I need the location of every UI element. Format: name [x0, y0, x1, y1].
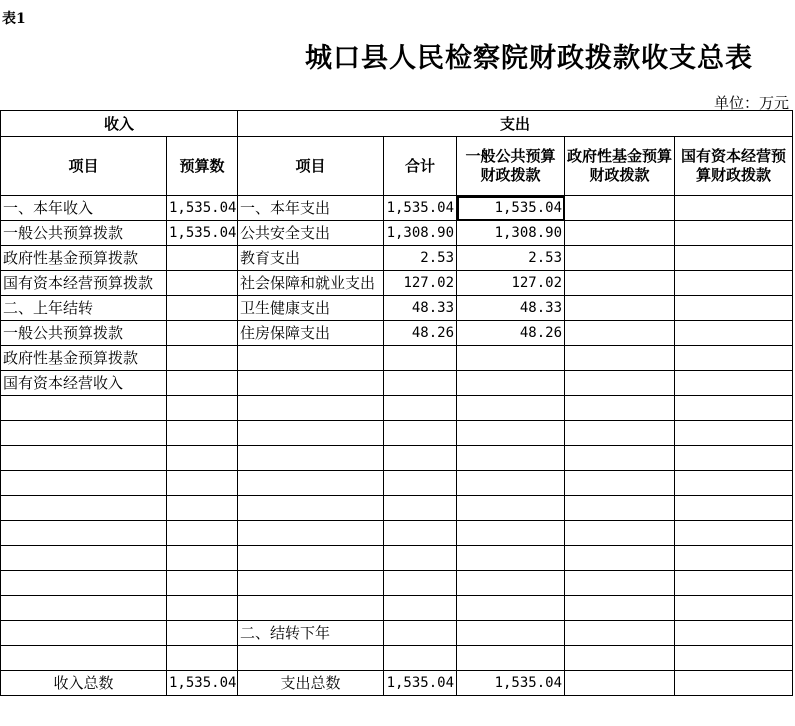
expense-state-capital-cell[interactable] — [675, 546, 793, 571]
income-item-cell[interactable]: 国有资本经营收入 — [1, 371, 167, 396]
table-row — [1, 246, 793, 271]
expense-total-cell[interactable] — [384, 621, 457, 646]
income-total-value[interactable]: 1,535.04 — [167, 671, 238, 696]
expense-gov-fund-cell[interactable] — [565, 196, 675, 221]
expense-total-cell[interactable]: 48.33 — [384, 296, 457, 321]
expense-general-cell[interactable] — [457, 596, 565, 621]
expense-general-cell[interactable] — [457, 546, 565, 571]
income-budget-cell[interactable] — [167, 496, 238, 521]
expense-state-capital-cell[interactable] — [675, 471, 793, 496]
col-header-state-capital[interactable]: 国有资本经营预算财政拨款 — [675, 137, 793, 196]
expense-state-capital-cell[interactable] — [675, 646, 793, 671]
expense-total-cell[interactable]: 1,535.04 — [384, 196, 457, 221]
expense-general-cell[interactable] — [457, 521, 565, 546]
expense-general-cell[interactable] — [457, 396, 565, 421]
col-header-gov-fund[interactable]: 政府性基金预算财政拨款 — [565, 137, 675, 196]
income-item-cell[interactable] — [1, 496, 167, 521]
income-item-cell[interactable] — [1, 646, 167, 671]
totals-row — [1, 671, 793, 696]
expense-gov-fund-cell[interactable] — [565, 296, 675, 321]
expense-general-cell[interactable]: 127.02 — [457, 271, 565, 296]
expense-state-capital-cell[interactable] — [675, 446, 793, 471]
expense-gov-fund-cell[interactable] — [565, 246, 675, 271]
expense-state-capital-cell[interactable] — [675, 321, 793, 346]
income-budget-cell[interactable] — [167, 571, 238, 596]
expense-general-cell[interactable] — [457, 571, 565, 596]
income-budget-cell[interactable] — [167, 471, 238, 496]
expense-total-value[interactable]: 1,535.04 — [384, 671, 457, 696]
expense-general-cell[interactable] — [457, 446, 565, 471]
expense-total-cell[interactable] — [384, 371, 457, 396]
budget-summary-table — [0, 110, 793, 696]
expense-state-capital-cell[interactable] — [675, 571, 793, 596]
expense-item-cell[interactable]: 卫生健康支出 — [238, 296, 384, 321]
expense-general-cell[interactable]: 2.53 — [457, 246, 565, 271]
expense-item-cell[interactable]: 社会保障和就业支出 — [238, 271, 384, 296]
income-budget-cell[interactable] — [167, 321, 238, 346]
income-item-cell[interactable] — [1, 446, 167, 471]
expense-item-cell[interactable] — [238, 421, 384, 446]
table-row — [1, 646, 793, 671]
expense-gov-fund-cell[interactable] — [565, 496, 675, 521]
expense-item-cell[interactable] — [238, 496, 384, 521]
income-header[interactable]: 收入 — [1, 111, 238, 137]
expense-gov-fund-cell[interactable] — [565, 571, 675, 596]
expense-total-label[interactable]: 支出总数 — [238, 671, 384, 696]
expense-gov-fund-cell[interactable] — [565, 621, 675, 646]
expense-gov-fund-cell[interactable] — [565, 346, 675, 371]
income-budget-cell[interactable] — [167, 346, 238, 371]
expense-state-capital-cell[interactable] — [675, 421, 793, 446]
income-item-cell[interactable]: 国有资本经营预算拨款 — [1, 271, 167, 296]
expense-gov-fund-cell[interactable] — [565, 471, 675, 496]
income-total-label[interactable]: 收入总数 — [1, 671, 167, 696]
expense-state-capital-cell[interactable] — [675, 596, 793, 621]
expense-state-capital-cell[interactable] — [675, 296, 793, 321]
income-budget-cell[interactable]: 1,535.04 — [167, 196, 238, 221]
income-budget-cell[interactable] — [167, 246, 238, 271]
expense-item-cell[interactable] — [238, 521, 384, 546]
table-row — [1, 421, 793, 446]
table-row — [1, 471, 793, 496]
expense-general-cell[interactable]: 48.26 — [457, 321, 565, 346]
income-budget-cell[interactable] — [167, 446, 238, 471]
expense-total-cell[interactable] — [384, 571, 457, 596]
expense-gov-fund-cell[interactable] — [565, 221, 675, 246]
table-row — [1, 271, 793, 296]
expense-item-cell[interactable] — [238, 396, 384, 421]
expense-gov-fund-total[interactable] — [565, 671, 675, 696]
income-budget-cell[interactable] — [167, 421, 238, 446]
expense-gov-fund-cell[interactable] — [565, 321, 675, 346]
income-budget-cell[interactable]: 1,535.04 — [167, 221, 238, 246]
expense-total-cell[interactable] — [384, 546, 457, 571]
table-row — [1, 221, 793, 246]
expense-item-cell[interactable]: 公共安全支出 — [238, 221, 384, 246]
expense-total-cell[interactable]: 127.02 — [384, 271, 457, 296]
income-budget-cell[interactable] — [167, 396, 238, 421]
expense-total-cell[interactable] — [384, 496, 457, 521]
expense-header[interactable]: 支出 — [238, 111, 793, 137]
expense-total-cell[interactable] — [384, 521, 457, 546]
table-row — [1, 496, 793, 521]
table-row — [1, 521, 793, 546]
table-row — [1, 596, 793, 621]
income-item-cell[interactable] — [1, 621, 167, 646]
income-budget-cell[interactable] — [167, 646, 238, 671]
expense-general-cell[interactable] — [457, 646, 565, 671]
expense-gov-fund-cell[interactable] — [565, 271, 675, 296]
expense-item-cell[interactable] — [238, 446, 384, 471]
expense-state-capital-cell[interactable] — [675, 621, 793, 646]
income-item-cell[interactable] — [1, 596, 167, 621]
table-number-label: 表1 — [2, 11, 26, 27]
expense-item-cell[interactable] — [238, 346, 384, 371]
table-row — [1, 546, 793, 571]
income-budget-cell[interactable] — [167, 271, 238, 296]
expense-item-cell[interactable] — [238, 371, 384, 396]
expense-general-cell[interactable]: 48.33 — [457, 296, 565, 321]
header-row-groups — [1, 111, 793, 137]
col-header-total[interactable]: 合计 — [384, 137, 457, 196]
income-budget-cell[interactable] — [167, 621, 238, 646]
table-row — [1, 396, 793, 421]
page-title: 城口县人民检察院财政拨款收支总表 — [305, 43, 753, 74]
expense-item-cell[interactable]: 一、本年支出 — [238, 196, 384, 221]
expense-item-cell[interactable] — [238, 471, 384, 496]
col-header-budget[interactable]: 预算数 — [167, 137, 238, 196]
expense-gov-fund-cell[interactable] — [565, 646, 675, 671]
col-header-expense-item[interactable]: 项目 — [238, 137, 384, 196]
table-row — [1, 571, 793, 596]
expense-total-cell[interactable] — [384, 596, 457, 621]
expense-item-cell[interactable] — [238, 596, 384, 621]
expense-gov-fund-cell[interactable] — [565, 421, 675, 446]
income-item-cell[interactable]: 二、上年结转 — [1, 296, 167, 321]
expense-item-cell[interactable] — [238, 646, 384, 671]
expense-total-cell[interactable] — [384, 471, 457, 496]
unit-label: 单位：万元 — [713, 94, 789, 112]
expense-general-cell[interactable] — [457, 371, 565, 396]
expense-general-total[interactable]: 1,535.04 — [457, 671, 565, 696]
col-header-income-item[interactable]: 项目 — [1, 137, 167, 196]
table-row — [1, 371, 793, 396]
income-item-cell[interactable]: 政府性基金预算拨款 — [1, 346, 167, 371]
table-row — [1, 621, 793, 646]
expense-item-cell[interactable] — [238, 546, 384, 571]
expense-total-cell[interactable]: 1,308.90 — [384, 221, 457, 246]
income-item-cell[interactable] — [1, 571, 167, 596]
table-row — [1, 321, 793, 346]
expense-state-capital-cell[interactable] — [675, 496, 793, 521]
income-budget-cell[interactable] — [167, 521, 238, 546]
expense-state-capital-cell[interactable] — [675, 246, 793, 271]
income-item-cell[interactable] — [1, 471, 167, 496]
income-item-cell[interactable]: 政府性基金预算拨款 — [1, 246, 167, 271]
expense-state-capital-cell[interactable] — [675, 196, 793, 221]
expense-general-cell[interactable]: 1,535.04 — [457, 196, 565, 221]
expense-state-capital-cell[interactable] — [675, 271, 793, 296]
expense-state-capital-total[interactable] — [675, 671, 793, 696]
table-row — [1, 346, 793, 371]
expense-state-capital-cell[interactable] — [675, 346, 793, 371]
expense-gov-fund-cell[interactable] — [565, 521, 675, 546]
expense-gov-fund-cell[interactable] — [565, 546, 675, 571]
expense-total-cell[interactable]: 48.26 — [384, 321, 457, 346]
expense-general-cell[interactable]: 1,308.90 — [457, 221, 565, 246]
header-row-columns — [1, 137, 793, 196]
expense-general-cell[interactable] — [457, 621, 565, 646]
table-row — [1, 296, 793, 321]
income-item-cell[interactable]: 一般公共预算拨款 — [1, 221, 167, 246]
income-item-cell[interactable] — [1, 546, 167, 571]
expense-general-cell[interactable] — [457, 346, 565, 371]
income-item-cell[interactable] — [1, 521, 167, 546]
expense-general-cell[interactable] — [457, 421, 565, 446]
income-budget-cell[interactable] — [167, 296, 238, 321]
income-item-cell[interactable]: 一般公共预算拨款 — [1, 321, 167, 346]
income-budget-cell[interactable] — [167, 371, 238, 396]
expense-state-capital-cell[interactable] — [675, 221, 793, 246]
expense-total-cell[interactable] — [384, 446, 457, 471]
expense-gov-fund-cell[interactable] — [565, 596, 675, 621]
table-row — [1, 446, 793, 471]
income-budget-cell[interactable] — [167, 546, 238, 571]
expense-total-cell[interactable] — [384, 646, 457, 671]
expense-state-capital-cell[interactable] — [675, 371, 793, 396]
expense-item-cell[interactable]: 住房保障支出 — [238, 321, 384, 346]
expense-state-capital-cell[interactable] — [675, 396, 793, 421]
income-budget-cell[interactable] — [167, 596, 238, 621]
expense-gov-fund-cell[interactable] — [565, 396, 675, 421]
expense-total-cell[interactable] — [384, 421, 457, 446]
expense-general-cell[interactable] — [457, 471, 565, 496]
income-item-cell[interactable] — [1, 421, 167, 446]
expense-item-cell[interactable] — [238, 571, 384, 596]
expense-general-cell[interactable] — [457, 496, 565, 521]
income-item-cell[interactable] — [1, 396, 167, 421]
expense-item-cell[interactable]: 教育支出 — [238, 246, 384, 271]
table-row — [1, 196, 793, 221]
expense-state-capital-cell[interactable] — [675, 521, 793, 546]
expense-gov-fund-cell[interactable] — [565, 446, 675, 471]
col-header-general[interactable]: 一般公共预算财政拨款 — [457, 137, 565, 196]
expense-item-cell[interactable]: 二、结转下年 — [238, 621, 384, 646]
expense-total-cell[interactable] — [384, 396, 457, 421]
income-item-cell[interactable]: 一、本年收入 — [1, 196, 167, 221]
expense-gov-fund-cell[interactable] — [565, 371, 675, 396]
expense-total-cell[interactable] — [384, 346, 457, 371]
expense-total-cell[interactable]: 2.53 — [384, 246, 457, 271]
